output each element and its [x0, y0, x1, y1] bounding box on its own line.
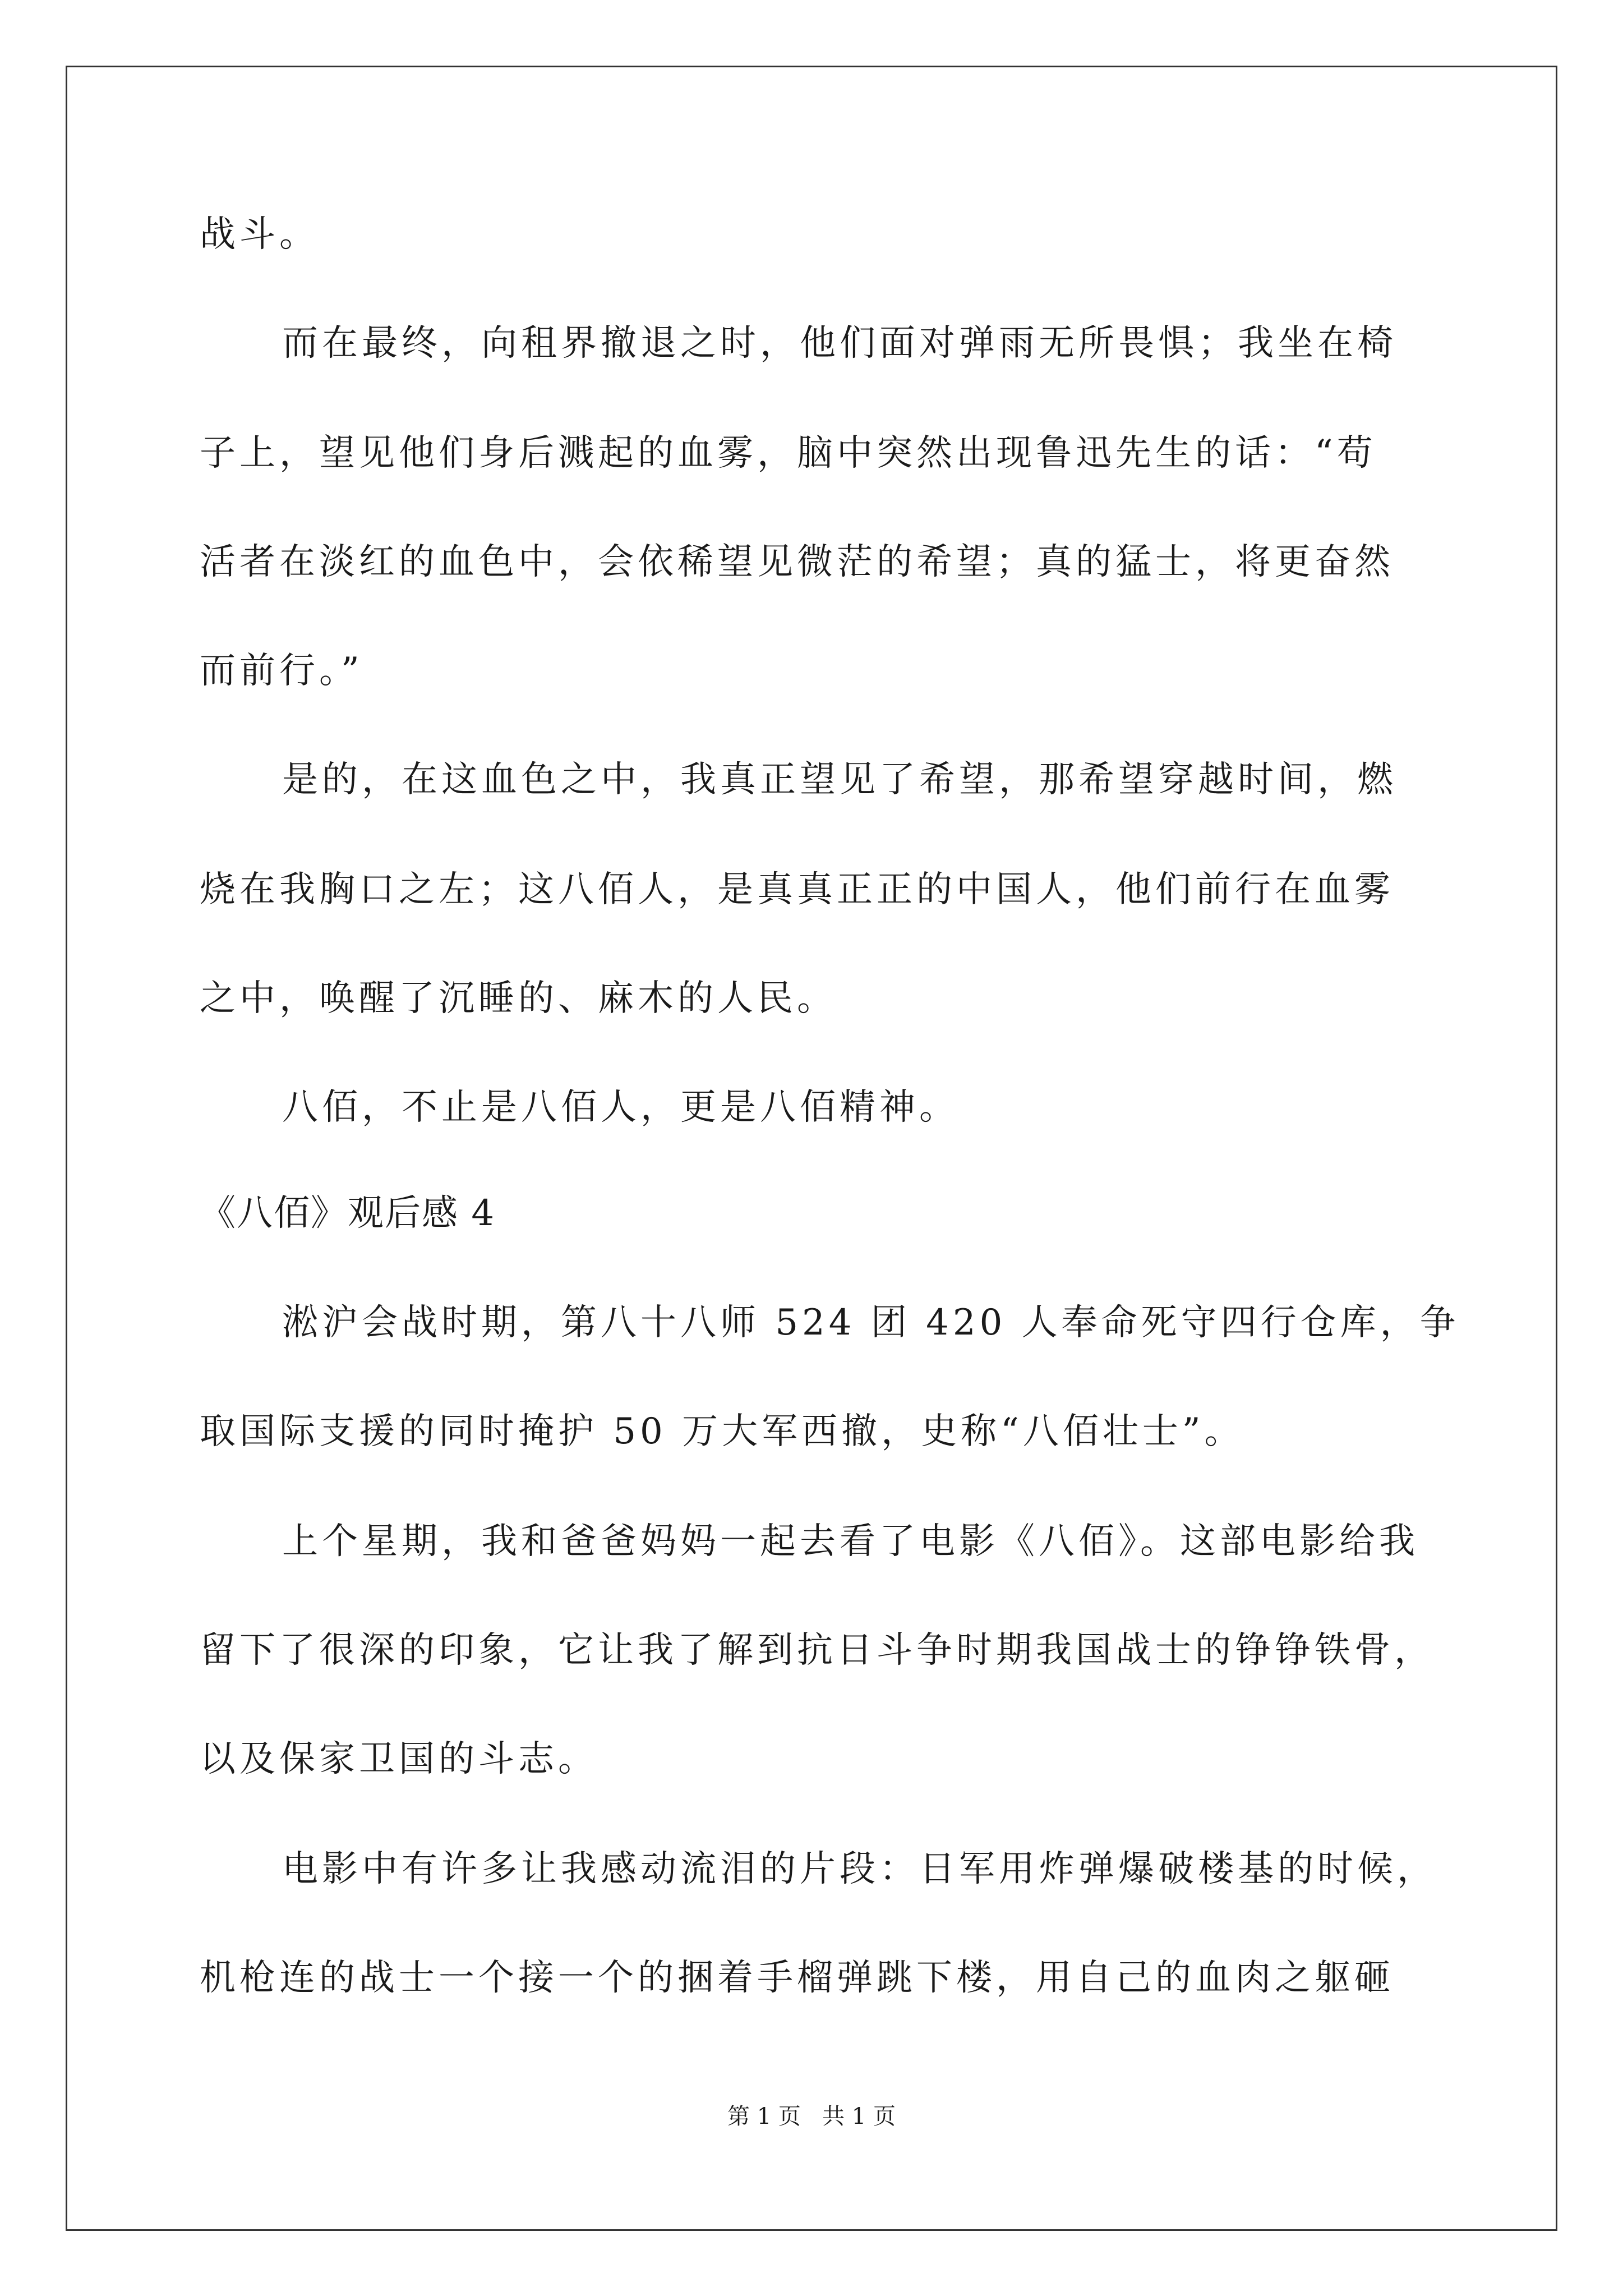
page-border — [66, 66, 1557, 2231]
text-line: 八佰，不止是八佰人，更是八佰精神。 — [282, 1087, 959, 1128]
text-line: 子上，望见他们身后溅起的血雾，脑中突然出现鲁迅先生的话：“苟 — [200, 432, 1377, 474]
section-heading: 《八佰》观后感 4 — [200, 1193, 496, 1234]
text-line: 电影中有许多让我感动流泪的片段：日军用炸弹爆破楼基的时候， — [282, 1848, 1437, 1890]
text-line: 机枪连的战士一个接一个的捆着手榴弹跳下楼，用自己的血肉之躯砸 — [200, 1957, 1394, 1999]
text-line: 活者在淡红的血色中，会依稀望见微茫的希望；真的猛士，将更奋然 — [200, 541, 1394, 583]
text-line: 烧在我胸口之左；这八佰人，是真真正正的中国人，他们前行在血雾 — [200, 869, 1394, 910]
text-line: 以及保家卫国的斗志。 — [200, 1738, 598, 1780]
text-line: 留下了很深的印象，它让我了解到抗日斗争时期我国战士的铮铮铁骨， — [200, 1630, 1434, 1671]
page-footer: 第 1 页 共 1 页 — [727, 2104, 896, 2129]
text-line: 而在最终，向租界撤退之时，他们面对弹雨无所畏惧；我坐在椅 — [282, 323, 1397, 364]
text-line: 上个星期，我和爸爸妈妈一起去看了电影《八佰》。这部电影给我 — [282, 1521, 1419, 1562]
text-line: 之中，唤醒了沉睡的、麻木的人民。 — [200, 978, 837, 1019]
text-line: 而前行。” — [200, 650, 363, 692]
text-line: 淞沪会战时期，第八十八师 524 团 420 人奉命死守四行仓库，争 — [282, 1302, 1460, 1343]
text-line: 是的，在这血色之中，我真正望见了希望，那希望穿越时间，燃 — [282, 759, 1397, 800]
text-line: 取国际支援的同时掩护 50 万大军西撤，史称“八佰壮士”。 — [200, 1411, 1244, 1452]
text-line: 战斗。 — [200, 214, 319, 255]
